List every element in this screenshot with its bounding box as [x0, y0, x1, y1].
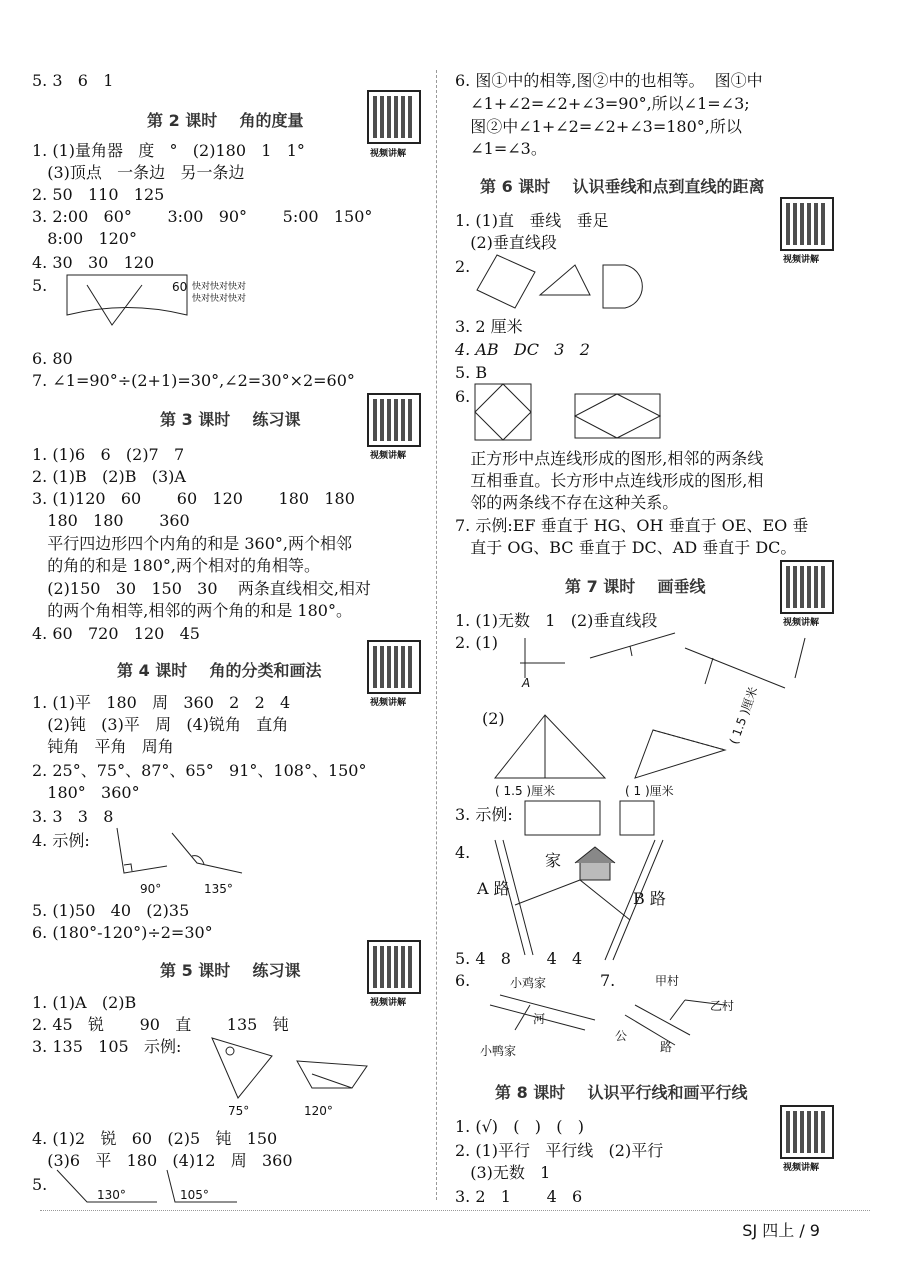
answer-line: 正方形中点连线形成的图形,相邻的两条线	[455, 449, 764, 468]
angle-figures-4	[112, 828, 282, 878]
measurement-label: ( 1.5 )厘米	[495, 784, 556, 798]
answer-line: 5. (1)50 40 (2)35	[32, 901, 190, 920]
answer-line: 5. 4 8 4 4	[455, 949, 583, 968]
qr-code-icon[interactable]	[367, 393, 421, 447]
answer-line: 1. (1)量角器 度 ° (2)180 1 1°	[32, 141, 305, 160]
answer-line: 6. 图①中的相等,图②中的也相等。 图①中	[455, 71, 763, 90]
answer-line: 4.	[455, 843, 471, 862]
answer-line: 3. 3 3 8	[32, 807, 114, 826]
qr-code-icon[interactable]	[780, 560, 834, 614]
answer-line: 3. 2 1 4 6	[455, 1187, 583, 1206]
lesson-title: 第 4 课时 角的分类和画法	[117, 661, 322, 680]
qr-code-icon[interactable]	[367, 640, 421, 694]
perpendicular-figures	[495, 628, 835, 698]
answer-line: 2. (1)平行 平行线 (2)平行	[455, 1141, 664, 1160]
answer-line: (2)	[482, 709, 505, 728]
answer-line: 3. (1)120 60 60 120 180 180	[32, 489, 355, 508]
map-label-road-a: A 路	[477, 879, 510, 898]
angle-label: 130°	[97, 1188, 126, 1202]
answer-line: (2)垂直线段	[455, 233, 557, 252]
answer-line: 1. (1)直 垂线 垂足	[455, 211, 609, 230]
map-label: 甲村	[655, 974, 680, 988]
river-road-figures	[475, 985, 815, 1060]
answer-line: (3)6 平 180 (4)12 周 360	[32, 1151, 293, 1170]
page-number: SJ 四上 / 9	[742, 1221, 820, 1240]
qr-code-icon[interactable]	[367, 940, 421, 994]
map-label-road-b: B 路	[633, 889, 666, 908]
answer-line: 5.	[32, 1175, 48, 1194]
answer-line: 钝角 平角 周角	[32, 737, 174, 756]
angle-label: 105°	[180, 1188, 209, 1202]
answer-line: 6. (180°-120°)÷2=30°	[32, 923, 213, 942]
map-label: 小鸡家	[510, 976, 547, 990]
qr-caption: 视频讲解	[783, 1163, 820, 1173]
answer-line: 1. (1)A (2)B	[32, 993, 137, 1012]
answer-line: 1. (√) ( ) ( )	[455, 1117, 585, 1136]
angle-label: 75°	[228, 1104, 250, 1118]
measurement-label: ( 1 )厘米	[625, 784, 674, 798]
point-label: A	[522, 676, 531, 690]
qr-caption: 视频讲解	[370, 698, 407, 708]
answer-line: 4. 30 30 120	[32, 253, 155, 272]
lesson-title: 第 2 课时 角的度量	[147, 111, 304, 130]
figure-label: 60	[172, 280, 188, 294]
qr-caption: 视频讲解	[370, 998, 407, 1008]
answer-line: 6. 80	[32, 349, 73, 368]
answer-line: 的角的和是 180°,两个相对的角相等。	[32, 556, 320, 575]
answer-line: 6.	[455, 387, 471, 406]
answer-line: 4. AB DC 3 2	[455, 340, 590, 359]
answer-line: 3. 2:00 60° 3:00 90° 5:00 150°	[32, 207, 373, 226]
map-label: 路	[660, 1040, 673, 1054]
answer-line: 4. 60 720 120 45	[32, 624, 200, 643]
answer-line: 3. 示例:	[455, 805, 513, 824]
answer-line: 180° 360°	[32, 783, 140, 802]
answer-line: 2. (1)	[455, 633, 499, 652]
answer-line: 1. (1)无数 1 (2)垂直线段	[455, 611, 658, 630]
answer-line: 2. 25°、75°、87°、65° 91°、108°、150°	[32, 761, 367, 780]
answer-line: (2)150 30 150 30 两条直线相交,相对	[32, 579, 371, 598]
answer-line: 图②中∠1+∠2=∠2+∠3=180°,所以	[455, 117, 742, 136]
map-label: 公	[615, 1029, 628, 1043]
lesson-title: 第 5 课时 练习课	[160, 961, 301, 980]
answer-line: (3)无数 1	[455, 1163, 551, 1182]
qr-caption: 视频讲解	[370, 149, 407, 159]
map-label: 河	[533, 1012, 546, 1026]
angle-label: 120°	[304, 1104, 333, 1118]
lesson-title: 第 7 课时 画垂线	[565, 577, 706, 596]
answer-line: 7.	[600, 971, 616, 990]
lesson-title: 第 8 课时 认识平行线和画平行线	[495, 1083, 748, 1102]
measurement-label: ( 1.5 )厘米	[726, 684, 761, 747]
answer-line: 邻的两条线不存在这种关系。	[455, 493, 679, 512]
midpoint-figure-6	[475, 382, 695, 442]
qr-code-icon[interactable]	[780, 197, 834, 251]
answer-line: 1. (1)6 6 (2)7 7	[32, 445, 185, 464]
answer-line: ∠1+∠2=∠2+∠3=90°,所以∠1=∠3;	[455, 94, 750, 113]
answer-line: 3. 135 105 示例:	[32, 1037, 182, 1056]
answer-line: ∠1=∠3。	[455, 139, 547, 158]
answer-line: 6.	[455, 971, 471, 990]
qr-caption: 视频讲解	[370, 451, 407, 461]
watermark-text: 快对快对快对	[192, 294, 247, 304]
answer-line: 4. 示例:	[32, 831, 90, 850]
answer-line: 180 180 360	[32, 511, 190, 530]
shapes-figure-2	[475, 250, 695, 310]
lesson-title: 第 3 课时 练习课	[160, 410, 301, 429]
answer-line: 的两个角相等,相邻的两个角的和是 180°。	[32, 601, 352, 620]
column-divider	[436, 70, 437, 1200]
angle-label: 90°	[140, 882, 162, 896]
footer-rule	[40, 1210, 870, 1211]
answer-line: 5. 3 6 1	[32, 71, 114, 90]
map-label: 乙村	[710, 999, 735, 1013]
answer-line: 2. 50 110 125	[32, 185, 165, 204]
answer-line: 2.	[455, 257, 471, 276]
answer-line: 互相垂直。长方形中点连线形成的图形,相	[455, 471, 764, 490]
qr-code-icon[interactable]	[780, 1105, 834, 1159]
watermark-text: 快对快对快对	[192, 282, 247, 292]
answer-line: 5. B	[455, 363, 488, 382]
answer-line: 7. ∠1=90°÷(2+1)=30°,∠2=30°×2=60°	[32, 371, 355, 390]
qr-caption: 视频讲解	[783, 618, 820, 628]
map-label-home: 家	[545, 851, 562, 870]
answer-line: (3)顶点 一条边 另一条边	[32, 163, 245, 182]
answer-line: 2. (1)B (2)B (3)A	[32, 467, 186, 486]
map-label: 小鸭家	[480, 1044, 517, 1058]
answer-line: 直于 OG、BC 垂直于 DC、AD 垂直于 DC。	[455, 538, 797, 557]
answer-line: (2)钝 (3)平 周 (4)锐角 直角	[32, 715, 289, 734]
angle-label: 135°	[204, 882, 233, 896]
answer-line: 2. 45 锐 90 直 135 钝	[32, 1015, 289, 1034]
answer-line: 1. (1)平 180 周 360 2 2 4	[32, 693, 291, 712]
lesson-title: 第 6 课时 认识垂线和点到直线的距离	[480, 177, 765, 196]
answer-line: 3. 2 厘米	[455, 317, 523, 336]
answer-line: 平行四边形四个内角的和是 360°,两个相邻	[32, 534, 352, 553]
angle-figures-5	[57, 1170, 257, 1210]
answer-line: 5.	[32, 276, 48, 295]
triangle-figures-3	[202, 1036, 392, 1106]
qr-caption: 视频讲解	[783, 255, 820, 265]
rectangle-figures	[525, 798, 665, 838]
answer-line: 4. (1)2 锐 60 (2)5 钝 150	[32, 1129, 278, 1148]
answer-line: 8:00 120°	[32, 229, 137, 248]
answer-line: 7. 示例:EF 垂直于 HG、OH 垂直于 OE、EO 垂	[455, 516, 809, 535]
qr-code-icon[interactable]	[367, 90, 421, 144]
